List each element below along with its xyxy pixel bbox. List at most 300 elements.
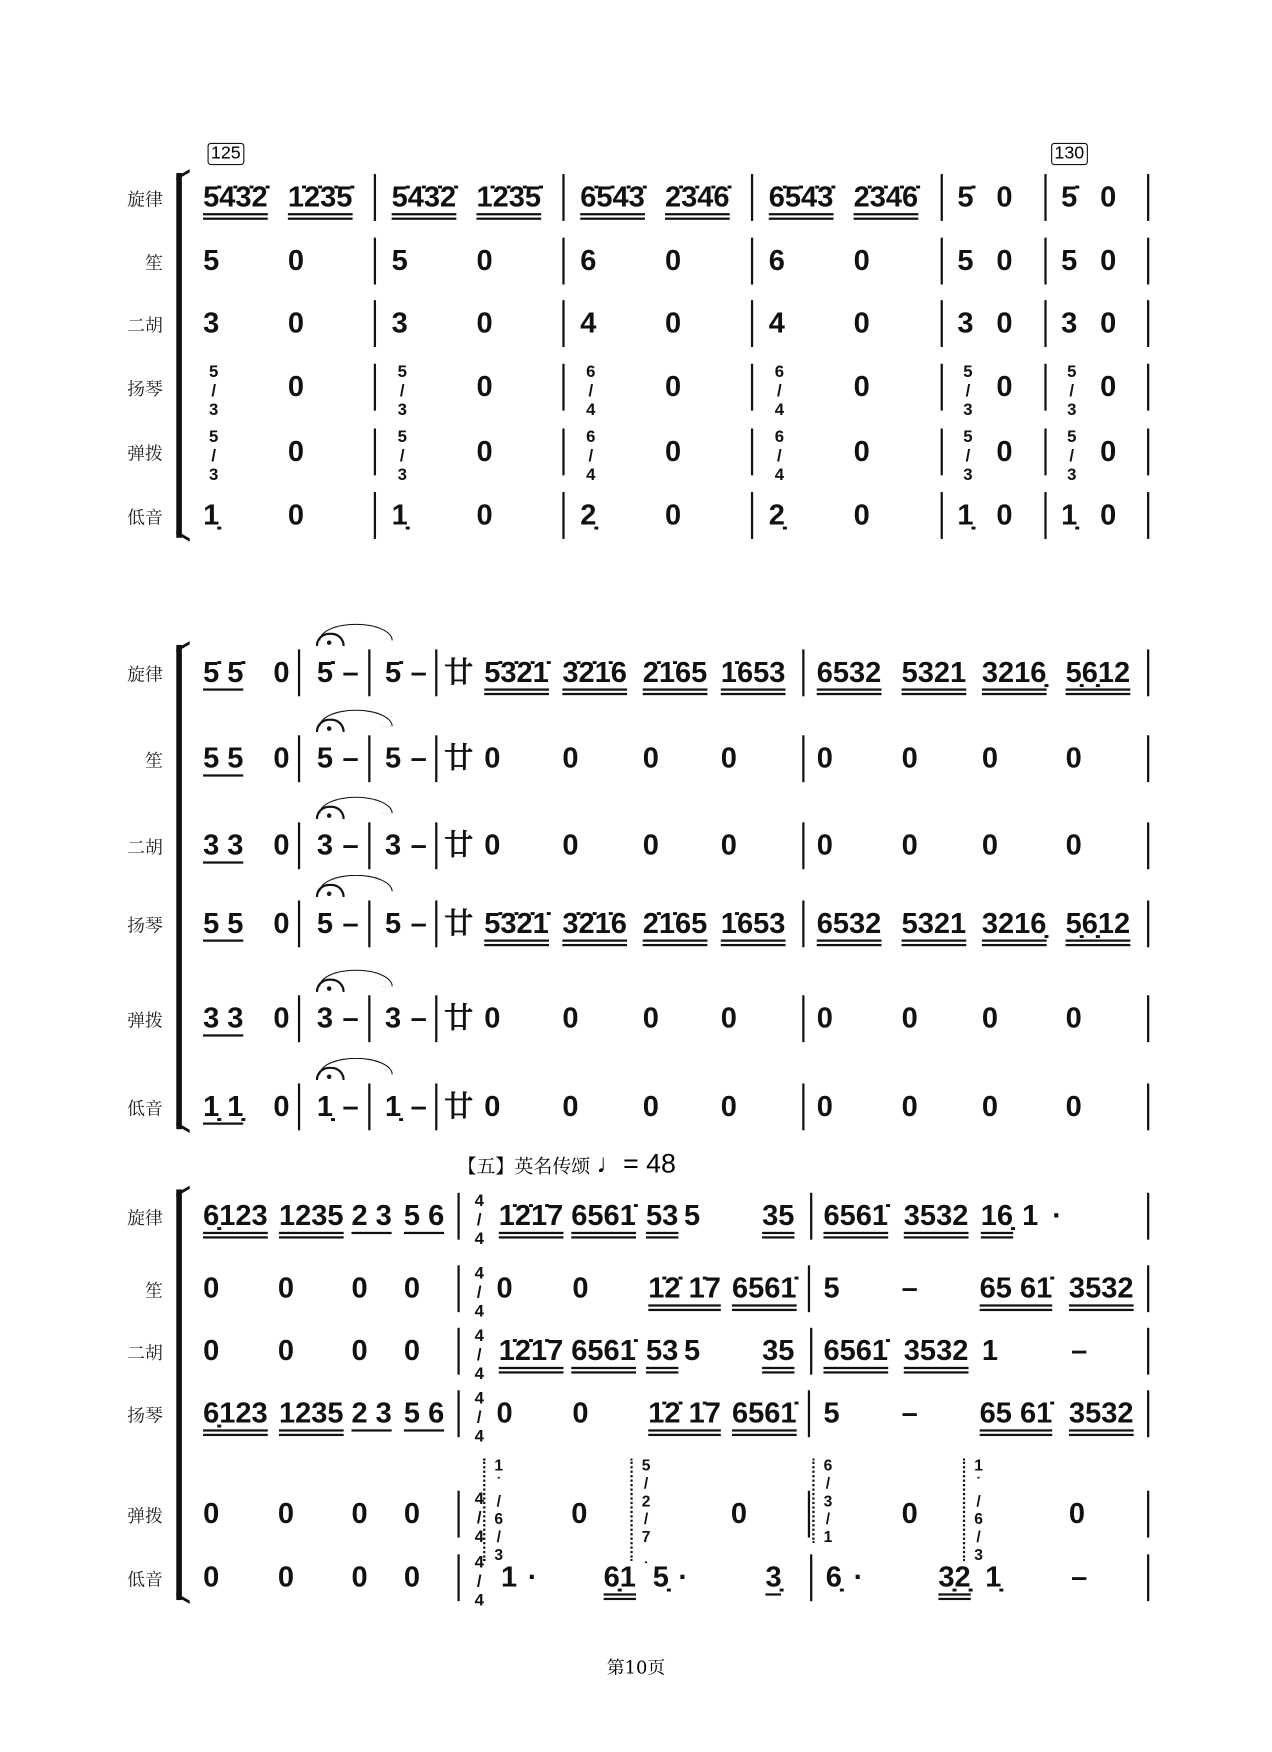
barline	[1147, 1328, 1149, 1375]
barline	[457, 1328, 459, 1375]
note-group: 0	[642, 1000, 659, 1035]
barline	[1147, 174, 1149, 221]
instrument-label: 笙	[145, 1279, 163, 1302]
chord-notes: 6/4	[769, 427, 789, 485]
note-group: 5	[384, 906, 402, 940]
instrument-label: 扬琴	[127, 1404, 163, 1426]
note-group: 0	[1065, 1000, 1082, 1035]
instrument-label: 弹拨	[127, 442, 163, 465]
note-group: 1235	[279, 1198, 344, 1234]
note-group: 3	[384, 1000, 402, 1035]
note-group: 0	[572, 1270, 589, 1305]
note-group: 2 3	[351, 1396, 391, 1432]
note-group: 0	[1100, 179, 1117, 214]
note-group: 1̣	[957, 497, 974, 532]
note-group: 5	[1061, 243, 1078, 277]
barline	[374, 428, 376, 475]
note-group: 0	[981, 740, 999, 775]
barline	[1147, 900, 1149, 947]
barline	[374, 238, 376, 285]
instrument-label: 二胡	[127, 1342, 163, 1364]
note-group: 5̇	[1061, 179, 1078, 214]
note-group: 5̣6̣12	[1066, 655, 1131, 691]
note-group: 5̣6̣12	[1066, 906, 1131, 942]
note-group: 0	[277, 1270, 294, 1305]
dash-note: –	[410, 654, 427, 689]
note-group: 0	[273, 654, 290, 689]
note-group: 0	[1100, 434, 1117, 468]
barline	[562, 492, 564, 539]
note-group: 6	[580, 243, 597, 277]
instrument-label: 低音	[127, 1568, 163, 1591]
barline	[802, 1083, 804, 1130]
note-group: 0	[484, 1000, 501, 1035]
dash-note: –	[901, 1395, 918, 1430]
note-group: 1̇653	[721, 906, 786, 942]
note-group: 3̇2̇1̇6	[562, 655, 627, 691]
note-group: 0	[287, 243, 305, 277]
note-group: 0	[853, 497, 870, 532]
note-group: 0	[403, 1333, 421, 1367]
barline	[808, 1390, 810, 1437]
note-group: 0	[996, 305, 1013, 340]
note-group: 2̇3̇4̇6̇	[665, 180, 730, 216]
note-group: 0	[816, 740, 833, 775]
note-group: 3532	[1069, 1396, 1134, 1432]
note-group: 0	[981, 1000, 999, 1035]
instrument-label: 笙	[145, 252, 163, 274]
rehearsal-mark-130: 130	[1051, 143, 1087, 165]
note-group: 5̇3̇2̇1̇	[484, 906, 549, 942]
note-group	[317, 1089, 333, 1122]
note-group: 5 5	[203, 741, 243, 777]
note-group: 0	[273, 1000, 290, 1035]
free-tempo-mark: 廿	[444, 906, 474, 940]
barline	[457, 1491, 459, 1538]
barline	[457, 1554, 459, 1601]
barline	[941, 300, 943, 347]
note-group: 0	[816, 1089, 833, 1123]
note-group: 0	[720, 1089, 737, 1123]
barline	[1147, 428, 1149, 475]
note-group: 1̇2̇1̇7	[499, 1333, 564, 1369]
note-group: 0	[901, 740, 918, 775]
arpeggio-chord: 1̇/6/3	[962, 1456, 987, 1563]
note-group: 5 6	[404, 1198, 444, 1234]
note-group: 3 3	[203, 1001, 243, 1037]
note-group: 5̇	[957, 179, 974, 214]
note-group: 0	[816, 1000, 833, 1035]
note-group: 0	[351, 1559, 368, 1594]
note-group: 0	[287, 305, 305, 340]
note-group: 53	[646, 1198, 678, 1234]
barline	[1147, 364, 1149, 411]
note-group: 0	[720, 827, 737, 862]
barline	[941, 364, 943, 411]
note-group	[317, 655, 333, 688]
dash-note: –	[410, 1089, 427, 1123]
system-bracket	[176, 173, 182, 538]
note-group: 0	[1065, 827, 1082, 862]
note-group: 6561̇	[823, 1333, 888, 1369]
note-group: 1	[981, 1333, 999, 1367]
note-group	[317, 741, 333, 774]
note-group: 0	[287, 369, 305, 403]
note-group: 5	[823, 1395, 840, 1430]
note-group: 0	[996, 243, 1013, 277]
note-group: 2̇1̇65	[643, 655, 708, 691]
note-group: 3532	[904, 1198, 969, 1234]
note-group: 0	[816, 827, 833, 862]
note-group: 4	[580, 305, 597, 340]
barline	[374, 492, 376, 539]
note-group: 6561̇	[732, 1396, 797, 1432]
barline	[457, 1193, 459, 1240]
note-group: 3216̣	[982, 655, 1047, 691]
note-group: 6̣123	[203, 1396, 268, 1432]
barline	[751, 300, 753, 347]
barline	[562, 428, 564, 475]
dash-note: –	[342, 1000, 359, 1035]
note-group: 0	[571, 1496, 588, 1530]
note-group: 0	[981, 827, 999, 862]
section-label: 【五】英名传颂	[457, 1155, 591, 1179]
barline	[810, 1328, 812, 1375]
free-tempo-mark: 廿	[444, 827, 474, 862]
instrument-label: 弹拨	[127, 1505, 163, 1527]
note-group	[317, 1001, 333, 1034]
note-group: 0	[203, 1559, 220, 1594]
note-group: 0	[1100, 369, 1117, 403]
note-group: 5	[384, 740, 402, 775]
note-group: 0	[665, 243, 682, 277]
note-group: 5̇4̇3̇2̇	[392, 180, 457, 216]
note-group: 5̇	[384, 654, 402, 689]
note-group: 1̇2̇ 1̇7	[648, 1271, 721, 1307]
barline	[941, 238, 943, 285]
note-group: 5	[957, 243, 974, 277]
note-group: 3̇2̇1̇6	[562, 906, 627, 942]
note-group: 1̣	[985, 1559, 1002, 1594]
barline	[562, 300, 564, 347]
note-group: 0	[476, 243, 493, 277]
chord-notes: 5/3	[958, 427, 978, 485]
note-group: 0	[853, 369, 870, 403]
barline	[1147, 1491, 1149, 1538]
note-group: 0	[981, 1089, 999, 1123]
note-group: 0	[476, 434, 493, 468]
tie-slur	[319, 970, 393, 987]
note-group: 0	[996, 179, 1013, 214]
note-group: 0	[853, 434, 870, 468]
note-group: 0	[403, 1270, 421, 1305]
chord-notes: 6/4	[769, 362, 789, 420]
barline	[368, 1083, 370, 1130]
time-signature: 4/4	[469, 1326, 489, 1384]
barline	[1044, 428, 1046, 475]
dash-note: –	[342, 827, 359, 862]
note-group: 6̣123	[203, 1198, 268, 1234]
barline	[1044, 364, 1046, 411]
instrument-label: 低音	[127, 1097, 163, 1120]
note-group: 5	[683, 1333, 701, 1367]
barline	[374, 364, 376, 411]
fermata-note: 3	[316, 1000, 334, 1035]
barline	[1147, 238, 1149, 285]
note-group: 1	[500, 1559, 518, 1594]
note-group: 0	[273, 740, 290, 775]
dash-note: –	[1071, 1333, 1088, 1367]
note-group: 6̣1	[604, 1560, 636, 1596]
instrument-label: 低音	[127, 506, 163, 528]
note-group: 0	[1065, 740, 1082, 775]
dash-note: –	[1071, 1559, 1088, 1594]
note-group: ·	[527, 1559, 538, 1594]
note-group: 65 61̇	[980, 1271, 1053, 1307]
barline	[298, 649, 300, 696]
note-group: 0	[665, 434, 682, 468]
note-group: 0	[720, 740, 737, 775]
barline	[298, 735, 300, 782]
barline	[1147, 995, 1149, 1042]
note-group: 0	[642, 740, 659, 775]
note-group: 0	[351, 1496, 368, 1530]
barline	[435, 995, 437, 1042]
note-group: 53	[646, 1333, 678, 1369]
note-group: 5	[683, 1198, 701, 1232]
arpeggio-chord: 1̇/6/3	[482, 1456, 507, 1563]
note-group: 0	[562, 1000, 579, 1035]
note-group: 0	[562, 740, 579, 775]
system-bracket	[176, 1189, 182, 1600]
chord-notes: 5/3	[204, 362, 224, 420]
note-group: 0	[496, 1395, 513, 1430]
note-group: 0	[203, 1270, 220, 1305]
note-group: 0	[572, 1395, 589, 1430]
tempo-value: = 48	[623, 1149, 676, 1180]
note-group: 5̣	[652, 1559, 669, 1594]
barline	[1044, 492, 1046, 539]
time-signature: 4/4	[469, 1489, 489, 1547]
instrument-label: 扬琴	[127, 914, 163, 937]
fermata-note: 5	[316, 740, 334, 775]
note-group: 3	[1061, 305, 1078, 340]
fermata-note: 3	[316, 827, 334, 862]
note-group: 0	[901, 1496, 918, 1530]
barline	[802, 735, 804, 782]
dash-note: –	[410, 827, 427, 862]
instrument-label: 扬琴	[127, 378, 163, 400]
note-group: 16̣	[981, 1198, 1013, 1234]
note-group: 0	[996, 369, 1013, 403]
note-group: 0	[476, 497, 493, 532]
note-group: 0	[853, 243, 870, 277]
barline	[435, 900, 437, 947]
page-number: 第10页	[606, 1656, 666, 1679]
barline	[1147, 1193, 1149, 1240]
rehearsal-mark-125: 125	[208, 143, 244, 165]
note-group: 0	[665, 369, 682, 403]
note-group: 2̇1̇65	[643, 906, 708, 942]
note-group: 5321	[902, 655, 967, 691]
tie-slur	[319, 875, 393, 892]
note-group: 2̣	[580, 497, 597, 532]
barline	[751, 364, 753, 411]
dash-note: –	[410, 906, 427, 940]
note-group: 1̣	[1061, 497, 1078, 532]
note-group: 6561̇	[571, 1333, 636, 1369]
chord-notes: 6/4	[581, 427, 601, 485]
free-tempo-mark: 廿	[444, 654, 474, 689]
note-group: 0	[665, 497, 682, 532]
note-group: 6532	[817, 906, 882, 942]
note-group: 2̣	[768, 497, 785, 532]
note-group: 3532	[904, 1333, 969, 1369]
note-group: 0	[203, 1496, 220, 1530]
note-group: 0	[403, 1559, 421, 1594]
barline	[941, 492, 943, 539]
note-group: 3	[957, 305, 974, 340]
note-group: 0	[996, 497, 1013, 532]
note-group: 0	[496, 1270, 513, 1305]
arpeggio-chord: 6/3/1	[811, 1456, 836, 1545]
note-group: 0	[901, 827, 918, 862]
note-group: 1̇653	[721, 655, 786, 691]
note-group: 0	[484, 1089, 501, 1123]
note-group: 0	[351, 1333, 368, 1367]
barline	[374, 300, 376, 347]
note-group: 0	[853, 305, 870, 340]
note-group: 3 3	[203, 828, 243, 864]
barline	[368, 995, 370, 1042]
note-group: 0	[476, 305, 493, 340]
barline	[802, 900, 804, 947]
barline	[562, 174, 564, 221]
time-signature: 4/4	[469, 1389, 489, 1447]
barline	[435, 735, 437, 782]
instrument-label: 旋律	[127, 663, 163, 686]
barline	[1147, 649, 1149, 696]
fermata-note: 1̣	[316, 1089, 334, 1123]
time-signature: 4/4	[469, 1191, 489, 1249]
tie-slur	[319, 624, 393, 641]
note-group	[317, 828, 333, 861]
free-tempo-mark: 廿	[444, 1000, 474, 1035]
note-group: 2 3	[351, 1198, 391, 1234]
note-group: ·	[853, 1559, 864, 1594]
chord-notes: 5/3	[392, 362, 412, 420]
note-group: 65 61̇	[980, 1396, 1053, 1432]
barline	[1044, 238, 1046, 285]
note-group: 3	[391, 305, 408, 340]
instrument-label: 旋律	[127, 188, 163, 210]
note-group: 0	[901, 1000, 918, 1035]
barline	[751, 238, 753, 285]
note-group: 0	[476, 369, 493, 403]
note-group: 0	[1065, 1089, 1082, 1123]
note-group: 35	[762, 1333, 794, 1369]
tie-slur	[319, 710, 393, 727]
barline	[751, 492, 753, 539]
note-group: 5 5	[203, 906, 243, 942]
barline	[1147, 1390, 1149, 1437]
dash-note: –	[342, 906, 359, 940]
barline	[1147, 1554, 1149, 1601]
note-group: 1̣	[203, 497, 220, 532]
chord-notes: 5/3	[1062, 362, 1082, 420]
note-group: 6561̇	[823, 1198, 888, 1234]
note-group: 0	[665, 305, 682, 340]
free-tempo-mark: 廿	[444, 1089, 474, 1123]
dash-note: –	[342, 654, 359, 689]
note-group: 3̣	[765, 1560, 781, 1596]
note-group: 0	[1068, 1496, 1086, 1530]
barline	[1147, 822, 1149, 869]
dash-note: –	[342, 740, 359, 775]
note-group: 1̣ 1̣	[203, 1089, 243, 1125]
barline	[298, 995, 300, 1042]
barline	[802, 649, 804, 696]
note-group: 5	[203, 243, 220, 277]
note-group: 35	[762, 1198, 794, 1234]
note-group: 3̣2̣	[938, 1560, 970, 1596]
note-group: 6̇5̇4̇3̇	[769, 180, 834, 216]
note-group: 1̇2̇3̇5̇	[288, 180, 353, 216]
note-group: 2̇3̇4̇6̇	[854, 180, 919, 216]
note-group: 3532	[1069, 1271, 1134, 1307]
dash-note: –	[342, 1089, 359, 1123]
fermata-note: 5	[316, 906, 334, 940]
note-group: 1235	[279, 1396, 344, 1432]
note-group: 6̇5̇4̇3̇	[580, 180, 645, 216]
chord-notes: 6/4	[581, 362, 601, 420]
note-group: 6561̇	[571, 1198, 636, 1234]
note-group: 5 6	[404, 1396, 444, 1432]
note-group: 6̣	[825, 1559, 842, 1594]
note-group: 0	[1100, 305, 1117, 340]
chord-notes: 5/3	[204, 427, 224, 485]
note-group: 0	[273, 906, 290, 940]
barline	[1147, 492, 1149, 539]
note-group: 3	[384, 827, 402, 862]
barline	[435, 649, 437, 696]
barline	[810, 1193, 812, 1240]
barline	[1147, 1265, 1149, 1312]
barline	[298, 900, 300, 947]
tie-slur	[319, 1058, 393, 1075]
chord-notes: 5/3	[392, 427, 412, 485]
arpeggio-chord: 5/2/7̣	[629, 1456, 654, 1563]
note-group: 0	[562, 1089, 579, 1123]
note-group: 0	[1100, 497, 1117, 532]
barline	[368, 735, 370, 782]
note-group: 0	[203, 1333, 220, 1367]
note-group: 0	[1100, 243, 1117, 277]
barline	[802, 822, 804, 869]
barline	[751, 428, 753, 475]
barline	[751, 174, 753, 221]
barline	[368, 900, 370, 947]
instrument-label: 旋律	[127, 1207, 163, 1229]
note-group: 0	[562, 827, 579, 862]
note-group: 4	[768, 305, 785, 340]
barline	[298, 1083, 300, 1130]
note-group: 6	[768, 243, 785, 277]
dash-note: –	[901, 1270, 918, 1305]
note-group: 0	[996, 434, 1013, 468]
note-group: 0	[277, 1496, 294, 1530]
note-group: 5̇4̇3̇2̇	[203, 180, 268, 216]
